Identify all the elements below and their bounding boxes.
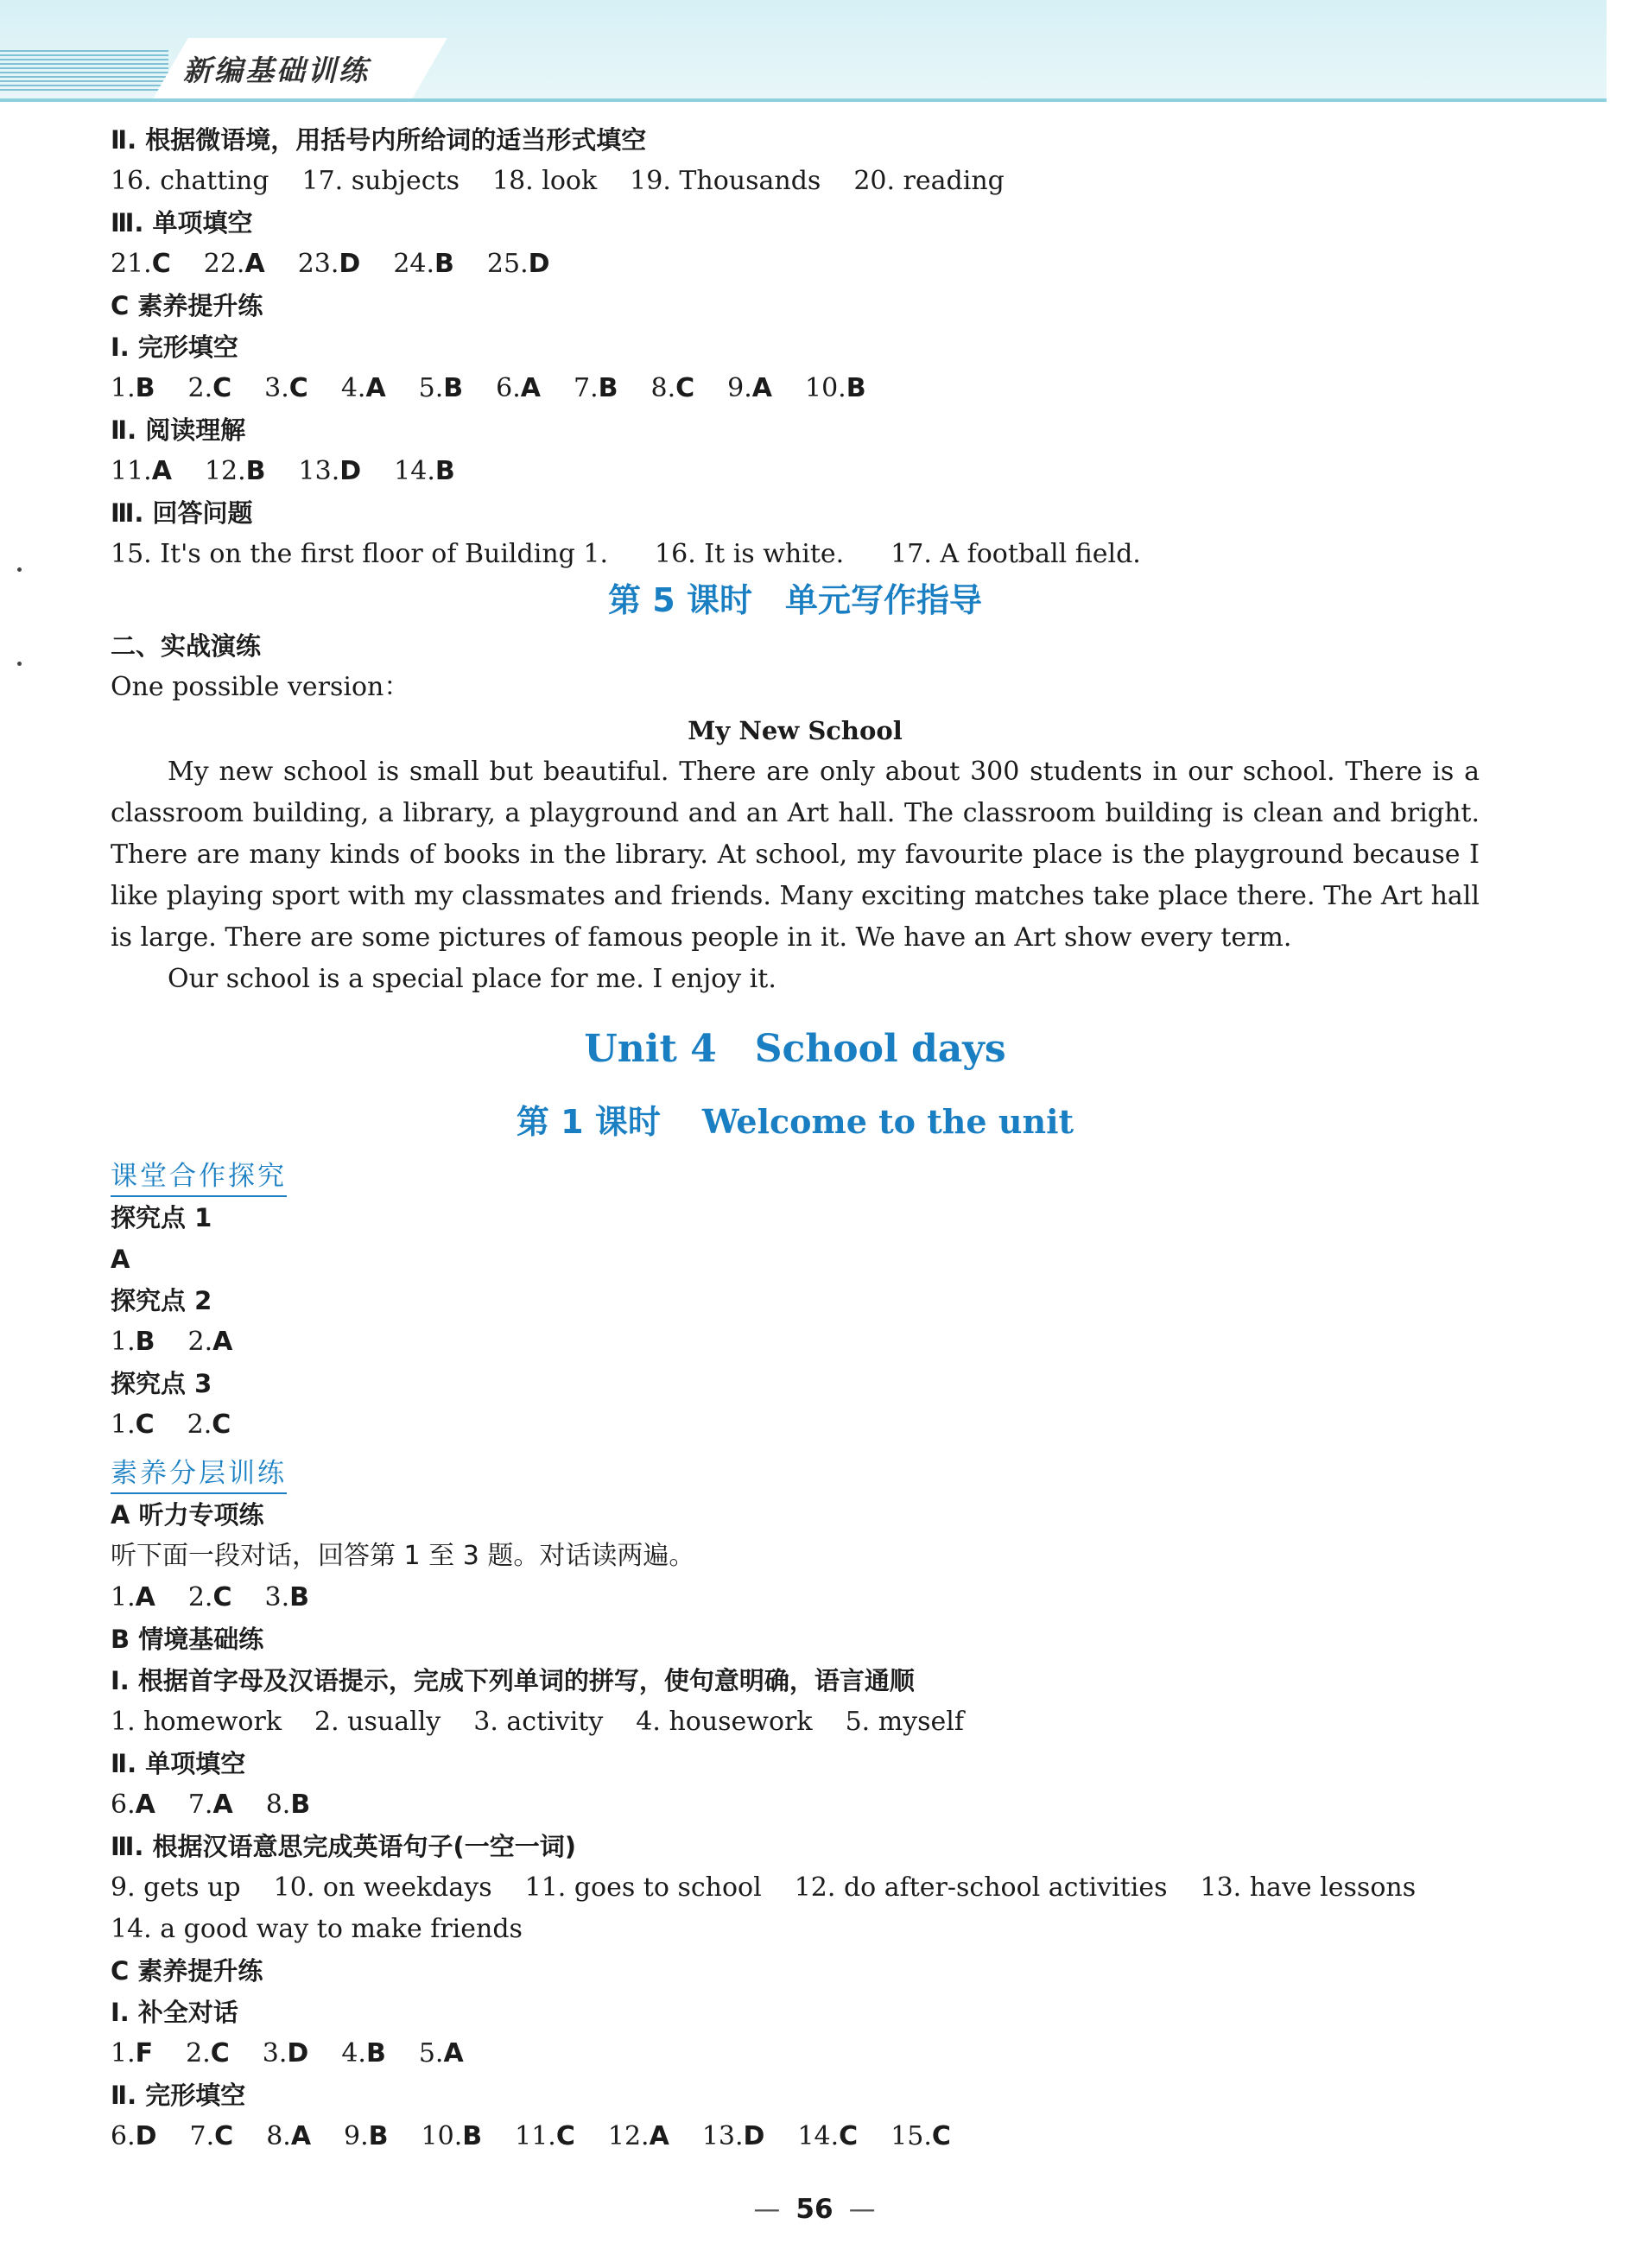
answer-number: 6.: [111, 1790, 136, 1820]
answer-letter: C: [135, 1410, 155, 1440]
section-heading: C 素养提升练: [111, 291, 263, 320]
section-heading: Ⅲ. 单项填空: [111, 208, 253, 238]
answer-letter: B: [846, 373, 866, 403]
answer-number: 4.: [340, 373, 366, 403]
section-heading: Ⅰ. 根据首字母及汉语提示，完成下列单词的拼写，使句意明确，语言通顺: [111, 1666, 915, 1695]
answer-item: 17. subjects: [301, 166, 460, 196]
answer-letter: D: [135, 2121, 157, 2151]
answer-letter: A: [443, 2038, 464, 2068]
page-header: [0, 0, 1607, 102]
page-dash: —: [753, 2194, 781, 2225]
section-heading: B 情境基础练: [111, 1625, 264, 1654]
answer-letter: B: [368, 2121, 389, 2151]
answer-letter: A: [135, 1582, 155, 1612]
answer-number: 2.: [187, 373, 213, 403]
answer-item: 9. gets up: [111, 1872, 241, 1903]
answer-item: 15. It's on the first floor of Building 1.: [111, 539, 609, 569]
page-content: [111, 119, 1480, 2157]
header-title: 新编基础训练: [183, 54, 370, 87]
answer-letter: B: [365, 2038, 386, 2068]
answer-item: 5. myself: [845, 1707, 964, 1737]
answer-item: [891, 2121, 951, 2151]
answer-line: [111, 244, 1480, 285]
answer-line: [111, 2116, 1480, 2157]
answer-number: 8.: [266, 2121, 291, 2151]
answer-item: 3. activity: [473, 1707, 604, 1737]
answer-item: 2. usually: [314, 1707, 441, 1737]
answer-number: 23.: [297, 249, 339, 279]
answer-number: 25.: [486, 249, 529, 279]
answer-line: [111, 1701, 1480, 1743]
answer-item: [263, 2038, 309, 2068]
answer-item: 4. housework: [636, 1707, 813, 1737]
lesson-title: [111, 1095, 1480, 1149]
answer-item: [264, 373, 308, 403]
answer-item: [111, 1410, 155, 1440]
answer-number: 6.: [496, 373, 521, 403]
subhead-training: 素养分层训练: [111, 1454, 287, 1494]
answer-letter: A: [244, 249, 265, 279]
answer-line: [111, 1404, 1480, 1446]
answer-number: 11.: [111, 456, 152, 486]
answer-letter: B: [443, 373, 464, 403]
answer-number: 7.: [574, 373, 599, 403]
answer-number: 3.: [262, 2038, 288, 2068]
answer-letter: A: [751, 373, 772, 403]
answer-number: 8.: [265, 1790, 291, 1820]
answer-letter: C: [288, 373, 308, 403]
answer-item: [188, 1582, 232, 1612]
answer-item: [204, 249, 265, 279]
answer-item: [341, 2038, 386, 2068]
answer-line: [111, 1909, 1480, 1950]
answer-number: 13.: [298, 456, 340, 486]
header-rule: [0, 98, 1607, 102]
answer-letter: D: [528, 249, 550, 279]
answer-letter: B: [290, 1790, 311, 1820]
lesson-title: 第 5 课时 单元写作指导: [608, 581, 982, 619]
section-heading: Ⅲ. 根据汉语意思完成英语句子(一空一词): [111, 1832, 577, 1861]
margin-dot: [17, 662, 22, 666]
page-number-value: 56: [795, 2194, 834, 2225]
answer-number: 2.: [187, 1582, 213, 1612]
answer-item: [205, 456, 266, 486]
answer-number: 1.: [111, 1410, 136, 1440]
answer-number: 21.: [111, 249, 152, 279]
answer-number: 5.: [418, 373, 444, 403]
answer-item: [419, 373, 464, 403]
answer-letter: D: [339, 456, 362, 486]
answer-item: [394, 456, 455, 486]
answer-letter: B: [434, 249, 454, 279]
answer-item: [487, 249, 550, 279]
answer-letter: C: [214, 2121, 234, 2151]
answer-item: [608, 2121, 669, 2151]
answer-letter: D: [339, 249, 361, 279]
answer-number: 3.: [264, 1582, 290, 1612]
answer-letter: C: [212, 373, 232, 403]
page-dash: —: [848, 2194, 876, 2225]
answer-letter: D: [743, 2121, 765, 2151]
answer-line: [111, 368, 1480, 409]
answer-letter: D: [287, 2038, 309, 2068]
answer-letter: A: [135, 1790, 155, 1820]
answer-item: [265, 1582, 310, 1612]
answer-letter: B: [434, 456, 455, 486]
answer-letter: B: [135, 1327, 155, 1357]
answer-letter: C: [210, 2038, 230, 2068]
section-heading: 探究点 3: [111, 1369, 212, 1398]
answer-number: 10.: [421, 2121, 463, 2151]
answer-item: 14. a good way to make friends: [111, 1914, 523, 1944]
answer-item: [111, 1790, 155, 1820]
answer-number: 9.: [727, 373, 752, 403]
answer-item: [266, 2121, 311, 2151]
answer-item: [188, 1327, 233, 1357]
answer-number: 12.: [607, 2121, 650, 2151]
answer-letter: A: [649, 2121, 669, 2151]
answer-item: [187, 1410, 231, 1440]
section-heading: Ⅱ. 根据微语境，用括号内所给词的适当形式填空: [111, 125, 647, 155]
answer-line: [111, 2033, 1480, 2075]
answer-item: [190, 2121, 234, 2151]
answer-item: [266, 1790, 311, 1820]
answer-item: [298, 249, 361, 279]
answer-line: [111, 1784, 1480, 1826]
section-heading: Ⅲ. 回答问题: [111, 498, 253, 528]
answer-number: 1.: [111, 2038, 136, 2068]
answer-letter: F: [135, 2038, 154, 2068]
subhead-explore: 课堂合作探究: [111, 1157, 287, 1197]
answer-letter: B: [462, 2121, 483, 2151]
answer-number: 22.: [203, 249, 245, 279]
answer-item: 1. homework: [111, 1707, 282, 1737]
answer-item: [422, 2121, 483, 2151]
answer-item: [419, 2038, 464, 2068]
answer-letter: B: [598, 373, 618, 403]
section-heading: Ⅱ. 阅读理解: [111, 415, 246, 445]
answer-number: 1.: [111, 1582, 136, 1612]
answer-letter: A: [365, 373, 386, 403]
section-heading: Ⅱ. 单项填空: [111, 1749, 246, 1778]
essay-title: My New School: [688, 716, 903, 745]
answer-item: [111, 373, 155, 403]
answer-letter: B: [135, 373, 155, 403]
answer-number: 9.: [344, 2121, 369, 2151]
answer-letter: C: [555, 2121, 575, 2151]
lesson-number: 第 1 课时: [516, 1103, 661, 1141]
lesson-name: Welcome to the unit: [701, 1102, 1074, 1141]
answer-number: 15.: [891, 2121, 932, 2151]
answer-number: 14.: [394, 456, 435, 486]
answer-number: 2.: [187, 1410, 212, 1440]
answer-number: 2.: [187, 1327, 213, 1357]
answer-number: 1.: [111, 373, 136, 403]
answer-line: [111, 1867, 1480, 1909]
answer-number: 6.: [111, 2121, 136, 2151]
answer-item: 17. A football field.: [891, 539, 1141, 569]
answer-item: [496, 373, 541, 403]
answer-item: [186, 2038, 230, 2068]
answer-item: 12. do after-school activities: [794, 1872, 1168, 1903]
answer-line: [111, 534, 1480, 575]
section-heading: Ⅱ. 完形填空: [111, 2081, 246, 2110]
answer-item: 20. reading: [853, 166, 1005, 196]
answer-single: A: [111, 1245, 130, 1274]
answer-number: 11.: [515, 2121, 556, 2151]
answer-number: 14.: [797, 2121, 840, 2151]
answer-number: 5.: [418, 2038, 444, 2068]
answer-number: 12.: [204, 456, 246, 486]
section-heading: 探究点 1: [111, 1203, 212, 1232]
answer-item: [702, 2121, 765, 2151]
answer-letter: A: [212, 1327, 233, 1357]
essay-paragraph: Our school is a special place for me. I enjoy it.: [168, 964, 776, 994]
answer-item: [111, 249, 171, 279]
answer-number: 1.: [111, 1327, 136, 1357]
answer-item: [344, 2121, 389, 2151]
answer-item: 16. chatting: [111, 166, 269, 196]
margin-dot: [17, 567, 22, 572]
answer-letter: C: [212, 1582, 232, 1612]
answer-item: [111, 1582, 155, 1612]
instruction-text: 听下面一段对话，回答第 1 至 3 题。对话读两遍。: [111, 1541, 695, 1571]
answer-item: [111, 2121, 157, 2151]
answer-item: [515, 2121, 575, 2151]
answer-item: 19. Thousands: [630, 166, 821, 196]
answer-letter: C: [212, 1410, 231, 1440]
section-heading: 探究点 2: [111, 1286, 212, 1315]
answer-item: [111, 456, 172, 486]
answer-item: [188, 1790, 233, 1820]
answer-item: 10. on weekdays: [273, 1872, 492, 1903]
answer-letter: A: [290, 2121, 312, 2151]
answer-letter: A: [151, 456, 172, 486]
answer-letter: A: [520, 373, 541, 403]
answer-item: [111, 1327, 155, 1357]
answer-letter: C: [675, 373, 695, 403]
answer-letter: C: [931, 2121, 951, 2151]
answer-item: [299, 456, 362, 486]
answer-number: 7.: [189, 2121, 215, 2151]
section-heading: A 听力专项练: [111, 1500, 264, 1530]
answer-item: 18. look: [491, 166, 598, 196]
answer-item: [111, 2038, 153, 2068]
section-heading: C 素养提升练: [111, 1956, 263, 1986]
section-heading: Ⅰ. 完形填空: [111, 333, 238, 362]
answer-item: [727, 373, 772, 403]
answer-item: 16. It is white.: [655, 539, 845, 569]
answer-item: [651, 373, 695, 403]
answer-number: 7.: [187, 1790, 213, 1820]
unit-title: Unit 4 School days: [584, 1027, 1006, 1071]
section-heading: 二、实战演练: [111, 631, 262, 661]
answer-item: [341, 373, 386, 403]
answer-letter: B: [289, 1582, 309, 1612]
answer-number: 24.: [393, 249, 435, 279]
header-stripes: [0, 50, 168, 92]
page-number: [0, 2194, 1629, 2225]
answer-item: [797, 2121, 858, 2151]
answer-line: [111, 161, 1480, 202]
answer-letter: B: [245, 456, 266, 486]
answer-letter: C: [151, 249, 171, 279]
answer-item: 13. have lessons: [1200, 1872, 1417, 1903]
answer-item: [574, 373, 618, 403]
version-label: One possible version：: [111, 672, 410, 702]
answer-item: 11. goes to school: [524, 1872, 762, 1903]
essay-paragraph: My new school is small but beautiful. There are only about 300 students in our school. There is a classroom building, a library, a playground and an Art hall. The classroom building is clean and bright. There are many kinds of books in the library. At school, my favourite place is the playground because I like playing sport with my classmates and friends. Many exciting matches take place there. The Art hall is large. There are some pictures of famous people in it. We have an Art show every term.: [111, 757, 1480, 953]
answer-item: [188, 373, 232, 403]
answer-letter: C: [839, 2121, 859, 2151]
answer-line: [111, 1321, 1480, 1363]
answer-line: [111, 451, 1480, 492]
answer-number: 10.: [805, 373, 846, 403]
section-heading: Ⅰ. 补全对话: [111, 1998, 238, 2027]
answer-number: 13.: [701, 2121, 744, 2151]
answer-number: 4.: [341, 2038, 366, 2068]
answer-number: 3.: [264, 373, 289, 403]
answer-line: [111, 1577, 1480, 1619]
answer-letter: A: [212, 1790, 233, 1820]
answer-number: 8.: [650, 373, 676, 403]
answer-number: 2.: [186, 2038, 211, 2068]
answer-item: [805, 373, 866, 403]
answer-item: [393, 249, 454, 279]
